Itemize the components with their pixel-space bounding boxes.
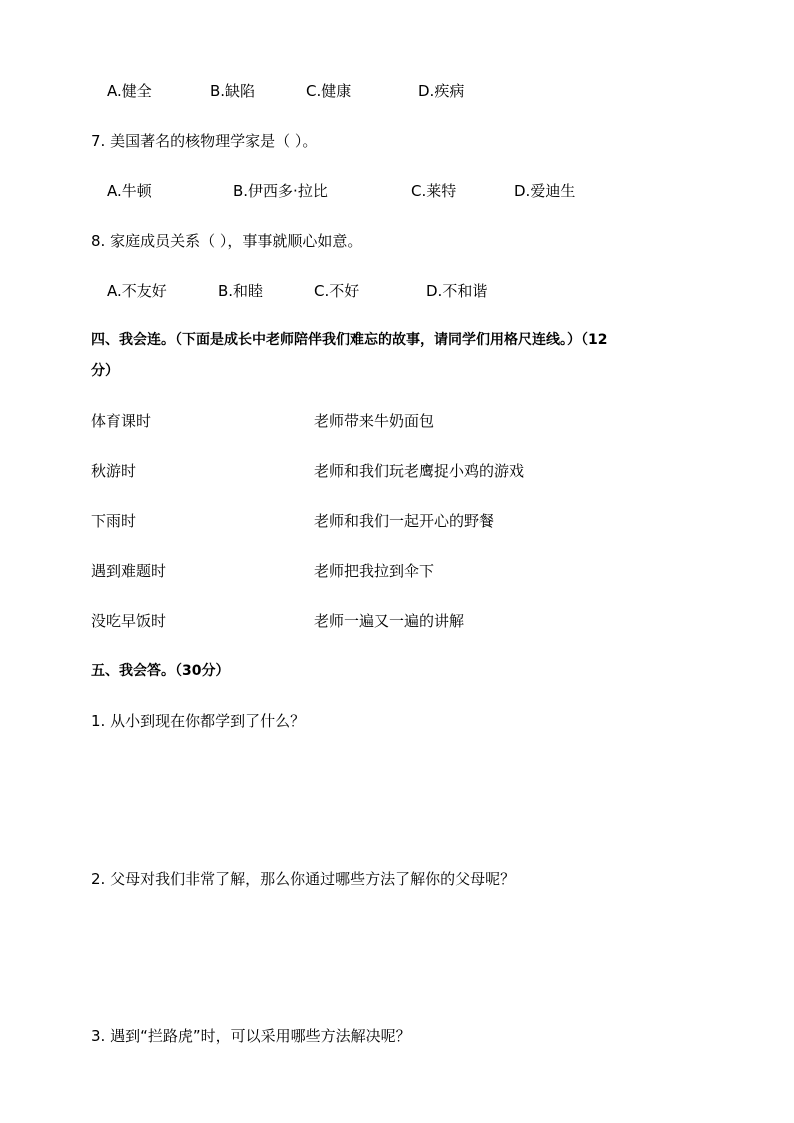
q6-option-b: B.缺陷	[210, 82, 256, 100]
match-right-item: 老师一遍又一遍的讲解	[314, 612, 465, 630]
q8-option-b: B.和睦	[218, 282, 264, 300]
answer-question-1: 1. 从小到现在你都学到了什么？	[91, 712, 306, 730]
match-left-item: 下雨时	[91, 512, 137, 530]
q6-option-a: A.健全	[107, 82, 152, 100]
question-8: 8. 家庭成员关系（ ），事事就顺心如意。	[91, 232, 363, 250]
answer-question-2: 2. 父母对我们非常了解，那么你通过哪些方法了解你的父母呢？	[91, 870, 516, 888]
match-left-item: 体育课时	[91, 412, 152, 430]
q8-option-d: D.不和谐	[426, 282, 488, 300]
match-left-item: 秋游时	[91, 462, 137, 480]
section-5-heading: 五、我会答。（30分）	[91, 663, 230, 679]
q6-option-d: D.疾病	[418, 82, 465, 100]
match-right-item: 老师带来牛奶面包	[314, 412, 435, 430]
q7-option-d: D.爱迪生	[514, 182, 576, 200]
section-4-heading-continued: 分）	[91, 363, 119, 379]
match-left-item: 没吃早饭时	[91, 612, 167, 630]
section-4-heading: 四、我会连。（下面是成长中老师陪伴我们难忘的故事，请同学们用格尺连线。）（12	[91, 332, 608, 348]
match-right-item: 老师和我们一起开心的野餐	[314, 512, 495, 530]
q7-option-c: C.莱特	[411, 182, 457, 200]
match-right-item: 老师和我们玩老鹰捉小鸡的游戏	[314, 462, 525, 480]
q6-option-c: C.健康	[306, 82, 352, 100]
answer-question-3: 3. 遇到“拦路虎”时，可以采用哪些方法解决呢？	[91, 1027, 411, 1045]
q7-option-b: B.伊西多·拉比	[233, 182, 328, 200]
q8-option-c: C.不好	[314, 282, 360, 300]
question-7: 7. 美国著名的核物理学家是（ ）。	[91, 132, 318, 150]
match-right-item: 老师把我拉到伞下	[314, 562, 435, 580]
q7-option-a: A.牛顿	[107, 182, 152, 200]
q8-option-a: A.不友好	[107, 282, 167, 300]
match-left-item: 遇到难题时	[91, 562, 167, 580]
